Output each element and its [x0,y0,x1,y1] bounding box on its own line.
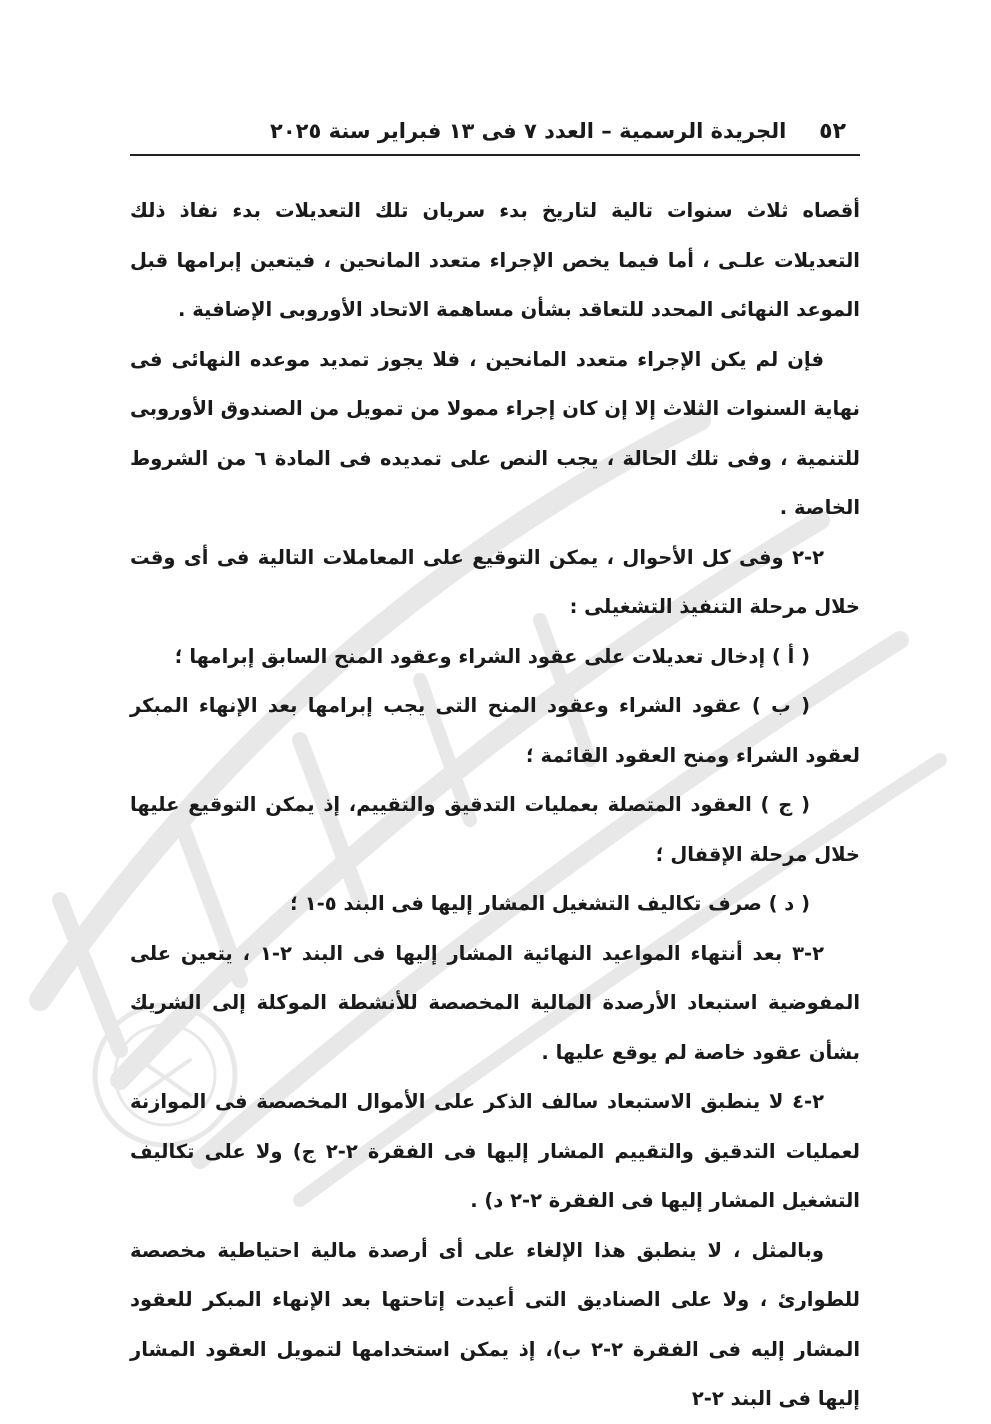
paragraph-continuation: أقصاه ثلاث سنوات تالية لتاريخ بدء سريان تلك التعديلات بدء نفاذ ذلك التعديلات علـى ، أما فيما يخص الإجراء متعدد المانحين ، فيتعين إبرامها قبل الموعد النهائى المحدد للتعاقد بشأن مساهمة الاتحاد الأوروبى الإضافية . [130,199,860,321]
paragraph-2-3: ٢-٣ بعد أنتهاء المواعيد النهائية المشار إليها فى البند ٢-١ ، يتعين على المفوضية استبعاد الأرصدة المالية المخصصة للأنشطة الموكلة إلى الشريك بشأن عقود خاصة لم يوقع عليها . [130,941,860,1064]
paragraph-non-multi-donor: فإن لم يكن الإجراء متعدد المانحين ، فلا يجوز تمديد موعده النهائى فى نهاية السنوات الثلاث إلا إن كان إجراء ممولا من تمويل من الصندوق الأوروبى للتنمية ، وفى تلك الحالة ، يجب النص على تمديده فى المادة ٦ من الشروط الخاصة . [130,347,860,519]
page-number: ٥٢ [819,118,846,144]
list-item-c: ( ج ) العقود المتصلة بعمليات التدقيق والتقييم، إذ يمكن التوقيع عليها خلال مرحلة الإقفال ؛ [130,793,860,866]
list-item-a: ( أ ) إدخال تعديلات على عقود الشراء وعقود المنح السابق إبرامها ؛ [174,644,810,668]
list-item-b: ( ب ) عقود الشراء وعقود المنح التى يجب إبرامها بعد الإنهاء المبكر لعقود الشراء ومنح العقود القائمة ؛ [130,694,860,767]
body-text [130,186,860,1424]
header-title: الجريدة الرسمية – العدد ٧ فى ١٣ فبراير سنة ٢٠٢٥ [270,119,787,143]
paragraph-similarly: وبالمثل ، لا ينطبق هذا الإلغاء على أى أرصدة مالية احتياطية مخصصة للطوارئ ، ولا على الصناديق التى أعيدت إتاحتها بعد الإنهاء المبكر للعقود المشار إليه فى الفقرة ٢-٢ ب)، إذ يمكن استخدامها لتمويل العقود المشار إليها فى البند ٢-٢ [130,1238,861,1410]
list-item-d: ( د ) صرف تكاليف التشغيل المشار إليها فى البند ٥-١ ؛ [290,892,810,915]
paragraph-2-2: ٢-٢ وفى كل الأحوال ، يمكن التوقيع على المعاملات التالية فى أى وقت خلال مرحلة التنفيذ التشغيلى : [130,545,860,618]
page-header [130,108,860,156]
paragraph-2-4: ٢-٤ لا ينطبق الاستبعاد سالف الذكر على الأموال المخصصة فى الموازنة لعمليات التدقيق والتقييم المشار إليها فى الفقرة ٢-٢ ج) ولا على تكاليف التشغيل المشار إليها فى الفقرة ٢-٢ د) . [130,1090,860,1212]
